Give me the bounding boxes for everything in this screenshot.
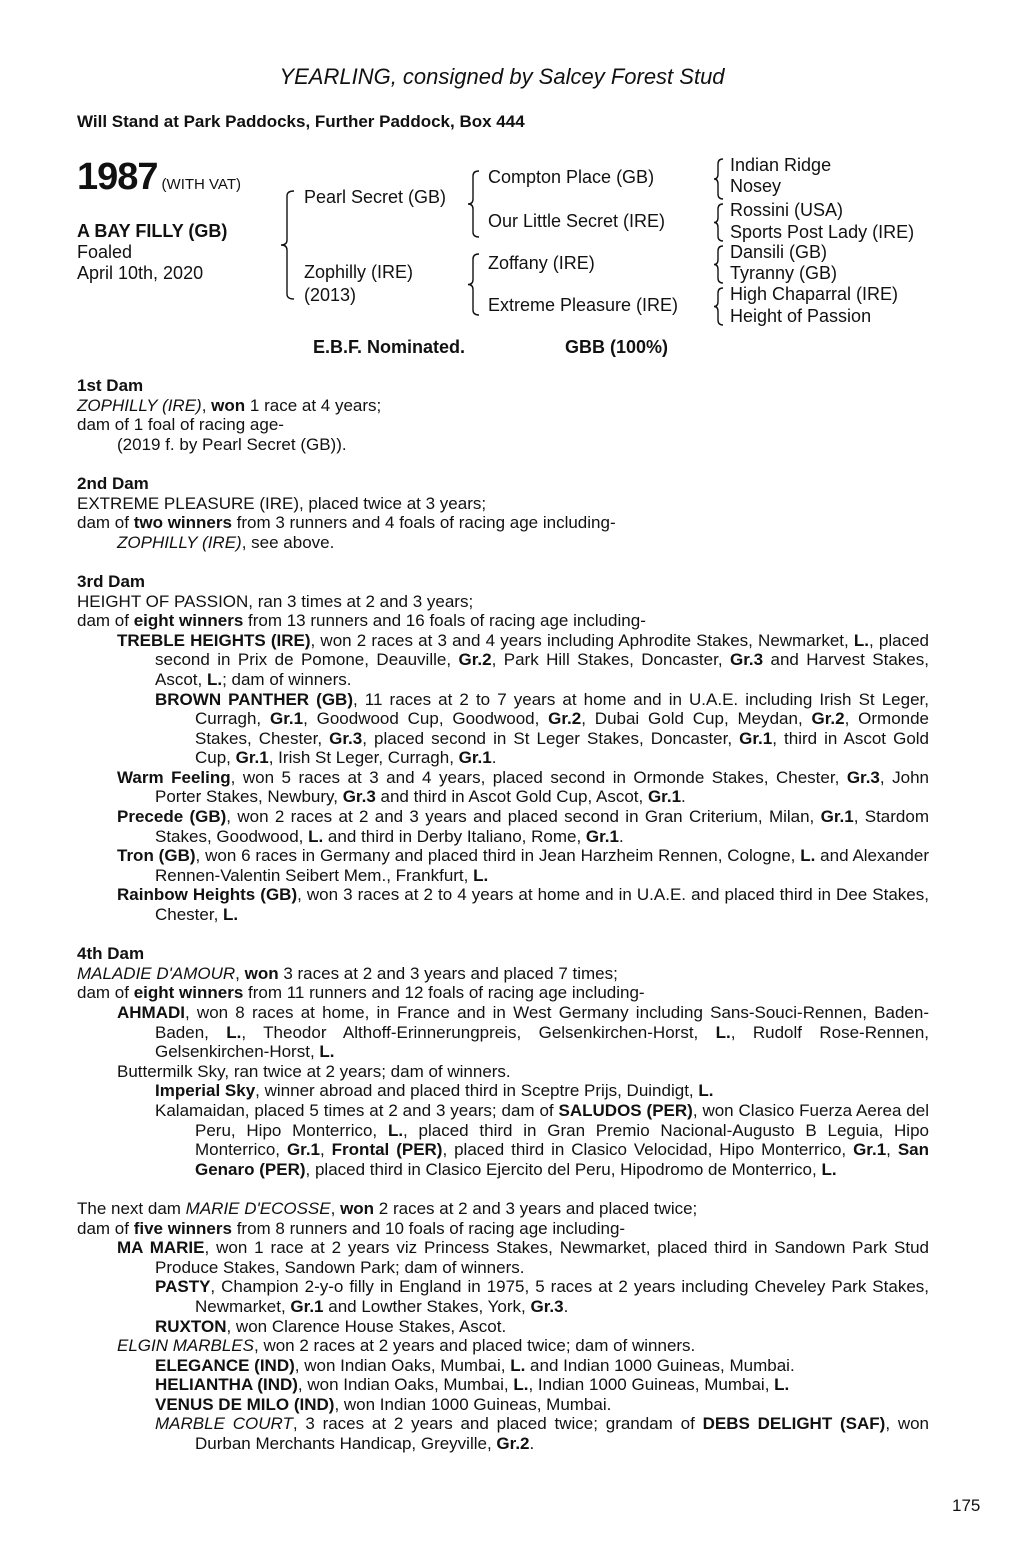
sire-sire: Compton Place (GB) [488,167,655,187]
text: HEIGHT OF PASSION, ran 3 times at 2 and 3 years; [77,591,474,611]
ebf-nominated: E.B.F. Nominated. [313,337,466,357]
bold-text: Warm Feeling [117,767,231,787]
bold-text: L. [698,1081,714,1101]
dam-section [77,474,929,552]
dam-year: (2013) [304,285,357,305]
bold-text: L. [774,1375,790,1395]
text: and Alexander Rennen-Valentin Seibert Mem., Frankfurt, [155,846,929,885]
text: , 11 races at 2 to 7 years at home and in U.A.E. including Irish St Leger, Curragh, [195,689,929,729]
bold-text: Imperial Sky [155,1081,256,1101]
text: , won Indian 1000 Guineas, Mumbai. [334,1394,612,1414]
text: dam of [77,983,134,1003]
bold-text: Gr.2 [458,650,492,670]
pedigree-entry [77,1003,929,1062]
bold-text: L. [800,846,816,866]
bold-text: Precede (GB) [117,807,227,827]
bold-text: MA MARIE [117,1238,205,1258]
bold-text: Gr.3 [846,767,880,787]
text: , won Indian Oaks, Mumbai, [294,1355,511,1375]
bold-text: five winners [133,1218,232,1238]
pedigree-entry [77,1375,929,1395]
ancestor: High Chaparral (IRE) [730,284,899,304]
bold-text: L. [513,1375,529,1395]
bold-text: DEBS DELIGHT (SAF) [702,1414,886,1434]
bold-text: Gr.1 [820,807,854,827]
bold-text: Gr.2 [811,709,845,729]
italic-text: ZOPHILLY (IRE) [77,395,202,415]
text: ; dam of winners. [222,669,352,689]
text: dam of 1 foal of racing age- [77,415,284,435]
text: . [681,787,686,807]
text: , placed third in Clasico Velocidad, Hipo Monterrico, [442,1140,854,1160]
bold-text: Gr.1 [585,826,619,846]
bold-text: SALUDOS (PER) [558,1100,693,1120]
pedigree-entry [77,690,929,768]
text: , won 2 races at 2 years and placed twice; dam of winners. [254,1336,696,1356]
bold-text: Gr.1 [235,748,269,768]
ancestor: Height of Passion [730,306,872,326]
dam-sire: Zoffany (IRE) [488,253,595,273]
bold-text: L. [510,1355,526,1375]
bold-text: San Genaro (PER) [195,1140,929,1179]
section-heading: 4th Dam [77,944,145,964]
curly-brace-icon [713,245,723,284]
bold-text: PASTY [155,1277,211,1297]
pedigree-entry [77,1062,929,1082]
text: 2 races at 2 and 3 years and placed twice; [374,1198,698,1218]
text: , Park Hill Stakes, Doncaster, [491,650,730,670]
text: , John Porter Stakes, Newbury, [155,767,929,807]
text: . [618,826,624,846]
bold-text: won [211,395,246,415]
ancestor: Dansili (GB) [730,242,828,262]
text: , won 2 races at 3 and 4 years including Aphrodite Stakes, Newmarket, [310,630,854,650]
bold-text: Gr.1 [647,787,682,807]
pedigree-entry [77,396,929,416]
pedigree-entry [77,964,929,984]
pedigree-entry [77,1101,929,1179]
italic-text: ZOPHILLY (IRE) [117,532,242,552]
text: , Champion 2-y-o filly in England in 1975, 5 races at 2 years including Cheveley Park Stakes, Newmarket, [195,1277,929,1316]
pedigree-entry [77,1219,929,1239]
bold-text: L. [715,1022,731,1042]
text: Buttermilk Sky, ran twice at 2 years; dam of winners. [117,1061,511,1081]
text: 3 races at 2 and 3 years and placed 7 times; [278,963,618,983]
curly-brace-icon [280,190,294,300]
foaled-label: Foaled [77,242,133,262]
dam: Zophilly (IRE) [304,262,414,282]
section-heading: 1st Dam [77,376,144,395]
text: from 3 runners and 4 foals of racing age including- [231,513,616,533]
vat-note: (WITH VAT) [161,176,241,193]
pedigree-entry [77,592,929,612]
pedigree-entry [77,807,929,846]
pedigree-entry [77,768,929,807]
text: , won 1 race at 2 years viz Princess Stakes, Newmarket, placed third in Sandown Park Stud Produce Stakes, Sandown Park; dam of winners. [155,1238,929,1277]
text: from 13 runners and 16 foals of racing age including- [243,611,646,631]
dam-section [77,572,929,925]
dam-dam: Extreme Pleasure (IRE) [488,295,679,315]
pedigree-entry [77,1317,929,1337]
bold-text: Gr.3 [729,650,764,670]
text: dam of [77,611,134,631]
bold-text: Gr.1 [290,1296,324,1316]
ancestor: Tyranny (GB) [730,263,838,283]
bold-text: RUXTON [155,1316,227,1336]
pedigree-entry [77,885,929,924]
text: , see above. [241,532,335,552]
text: , won 5 races at 3 and 4 years, placed second in Ormonde Stakes, Chester, [230,767,847,787]
bold-text: L. [387,1120,404,1140]
bold-text: Gr.2 [548,709,582,729]
italic-text: MALADIE D'AMOUR [77,963,236,983]
text: , Stardom Stakes, Goodwood, [155,807,929,846]
bold-text: L. [821,1159,837,1179]
bold-text: Gr.1 [286,1140,321,1160]
pedigree-entry [77,1277,929,1316]
pedigree-entry [77,415,929,435]
dam-section [77,1199,929,1454]
pedigree-entry [77,1238,929,1277]
text: , placed third in Clasico Ejercito del Peru, Hipodromo de Monterrico, [305,1159,822,1179]
text: , placed third in Gran Premio Nacional-Augusto B Leguia, Hipo Monterrico, [195,1120,929,1160]
text: , won 2 races at 2 and 3 years and placed second in Gran Criterium, Milan, [226,807,821,827]
text: , 3 races at 2 years and placed twice; grandam of [292,1414,703,1434]
text: . [563,1296,569,1316]
text: , [330,1198,341,1218]
text: , placed second in Prix de Pomone, Deauville, [155,630,929,670]
pedigree-entry [77,533,929,553]
text: , Irish St Leger, Curragh, [268,748,459,768]
bold-text: Gr.1 [458,748,492,768]
bold-text: L. [319,1042,335,1062]
bold-text: AHMADI [117,1003,185,1022]
text: dam of [77,513,134,533]
text: dam of [77,1218,134,1238]
text: , placed second in St Leger Stakes, Doncaster, [362,728,740,748]
text: and third in Derby Italiano, Rome, [323,826,586,846]
pedigree-entry [77,631,929,690]
curly-brace-icon [467,170,479,238]
text: , won Durban Merchants Handicap, Greyville, [195,1414,930,1454]
text: (2019 f. by Pearl Secret (GB)). [117,434,347,454]
text: , [886,1140,898,1160]
text: . [491,748,497,768]
foaled-date: April 10th, 2020 [77,263,204,283]
pedigree-entry [77,494,929,514]
text: and Indian 1000 Guineas, Mumbai. [525,1355,795,1375]
pedigree-entry [77,1081,929,1101]
text: , [235,963,245,983]
bold-text: L. [308,826,324,846]
ancestor: Nosey [730,176,782,196]
bold-text: Gr.1 [853,1140,887,1160]
ancestor: Rossini (USA) [730,200,844,220]
bold-text: eight winners [133,611,244,631]
bold-text: Gr.3 [530,1296,564,1316]
pedigree-entry [77,1395,929,1415]
bold-text: Tron (GB) [117,846,196,866]
pedigree-entry [77,846,929,885]
text: . [529,1434,535,1454]
text: , Rudolf Rose-Rennen, Gelsenkirchen-Horst, [155,1022,929,1062]
italic-text: MARBLE COURT [155,1414,293,1434]
bold-text: Gr.1 [739,728,773,748]
lot-number [77,156,241,199]
italic-text: ELGIN MARBLES [117,1336,254,1356]
bold-text: L. [226,1022,242,1042]
bold-text: L. [473,865,489,885]
bold-text: HELIANTHA (IND) [155,1375,298,1395]
bold-text: two winners [133,513,232,533]
bold-text: VENUS DE MILO (IND) [155,1394,335,1414]
ancestor: Sports Post Lady (IRE) [730,222,915,242]
text: , winner abroad and placed third in Sceptre Prijs, Duindigt, [255,1081,699,1101]
section-heading: 3rd Dam [77,571,146,591]
sire-dam: Our Little Secret (IRE) [488,211,666,231]
pedigree-entry [77,983,929,1003]
curly-brace-icon [713,287,723,326]
text: , Theodor Althoff-Erinnerungpreis, Gelsenkirchen-Horst, [241,1022,716,1042]
text: Kalamaidan, placed 5 times at 2 and 3 years; dam of [155,1100,559,1120]
text: , won 8 races at home, in France and in West Germany including Sans-Souci-Rennen, Baden-Baden, [155,1003,929,1042]
text: , won 6 races in Germany and placed third in Jean Harzheim Rennen, Cologne, [195,846,801,866]
text: EXTREME PLEASURE (IRE), placed twice at 3 years; [77,493,487,513]
text: , Indian 1000 Guineas, Mumbai, [528,1375,775,1395]
text: and Harvest Stakes, Ascot, [155,650,929,689]
text: , third in Ascot Gold Cup, [195,728,930,768]
bold-text: L. [853,630,870,650]
text: , [201,395,212,415]
pedigree-entry [77,435,929,455]
section-heading: 2nd Dam [77,473,149,493]
dam-section [77,376,929,454]
bold-text: L. [206,669,223,689]
bold-text: L. [223,905,239,925]
italic-text: MARIE D'ECOSSE [185,1198,331,1218]
produce-record [77,376,929,1473]
bold-text: Gr.3 [329,728,363,748]
lot-number-value: 1987 [77,156,158,198]
bold-text: BROWN PANTHER (GB) [155,689,353,709]
pedigree-entry [77,1414,929,1453]
text: , won Indian Oaks, Mumbai, [297,1375,514,1395]
text: , [320,1140,332,1160]
sire: Pearl Secret (GB) [304,187,447,207]
bold-text: ELEGANCE (IND) [155,1355,295,1375]
text: , won Clarence House Stakes, Ascot. [226,1316,507,1336]
bold-text: eight winners [133,983,244,1003]
bold-text: TREBLE HEIGHTS (IRE) [117,630,311,650]
page-title: YEARLING, consigned by Salcey Forest Stud [279,64,725,89]
text: from 11 runners and 12 foals of racing age including- [243,983,645,1003]
bold-text: Gr.2 [496,1434,530,1454]
pedigree-entry [77,1336,929,1356]
bold-text: Gr.1 [269,709,304,729]
text: , Dubai Gold Cup, Meydan, [581,709,812,729]
bold-text: Frontal (PER) [331,1140,443,1160]
pedigree-entry [77,513,929,533]
bold-text: Rainbow Heights (GB) [117,885,298,905]
bold-text: won [244,963,279,983]
text: and third in Ascot Gold Cup, Ascot, [375,787,648,807]
ancestor: Indian Ridge [730,155,832,175]
page-number: 175 [952,1496,981,1515]
text: , won 3 races at 2 to 4 years at home and in U.A.E. and placed third in Dee Stakes, Chester, [155,885,929,925]
text: , Goodwood Cup, Goodwood, [303,709,549,729]
text: , Ormonde Stakes, Chester, [195,709,930,748]
curly-brace-icon [467,253,479,316]
text: and Lowther Stakes, York, [323,1296,531,1316]
bold-text: won [340,1198,375,1218]
text: from 8 runners and 10 foals of racing age including- [231,1218,626,1238]
gbb-badge: GBB (100%) [565,337,669,357]
stand-location: Will Stand at Park Paddocks, Further Paddock, Box 444 [77,112,525,131]
pedigree-entry [77,1356,929,1376]
pedigree-entry [77,1199,929,1219]
curly-brace-icon [713,158,723,200]
text: , won Clasico Fuerza Aerea del Peru, Hipo Monterrico, [195,1100,929,1140]
horse-name: A BAY FILLY (GB) [77,221,228,241]
text: The next dam [77,1198,186,1218]
text: 1 race at 4 years; [245,395,382,415]
dam-section [77,944,929,1179]
bold-text: Gr.3 [342,787,376,807]
pedigree-entry [77,611,929,631]
curly-brace-icon [713,203,723,242]
